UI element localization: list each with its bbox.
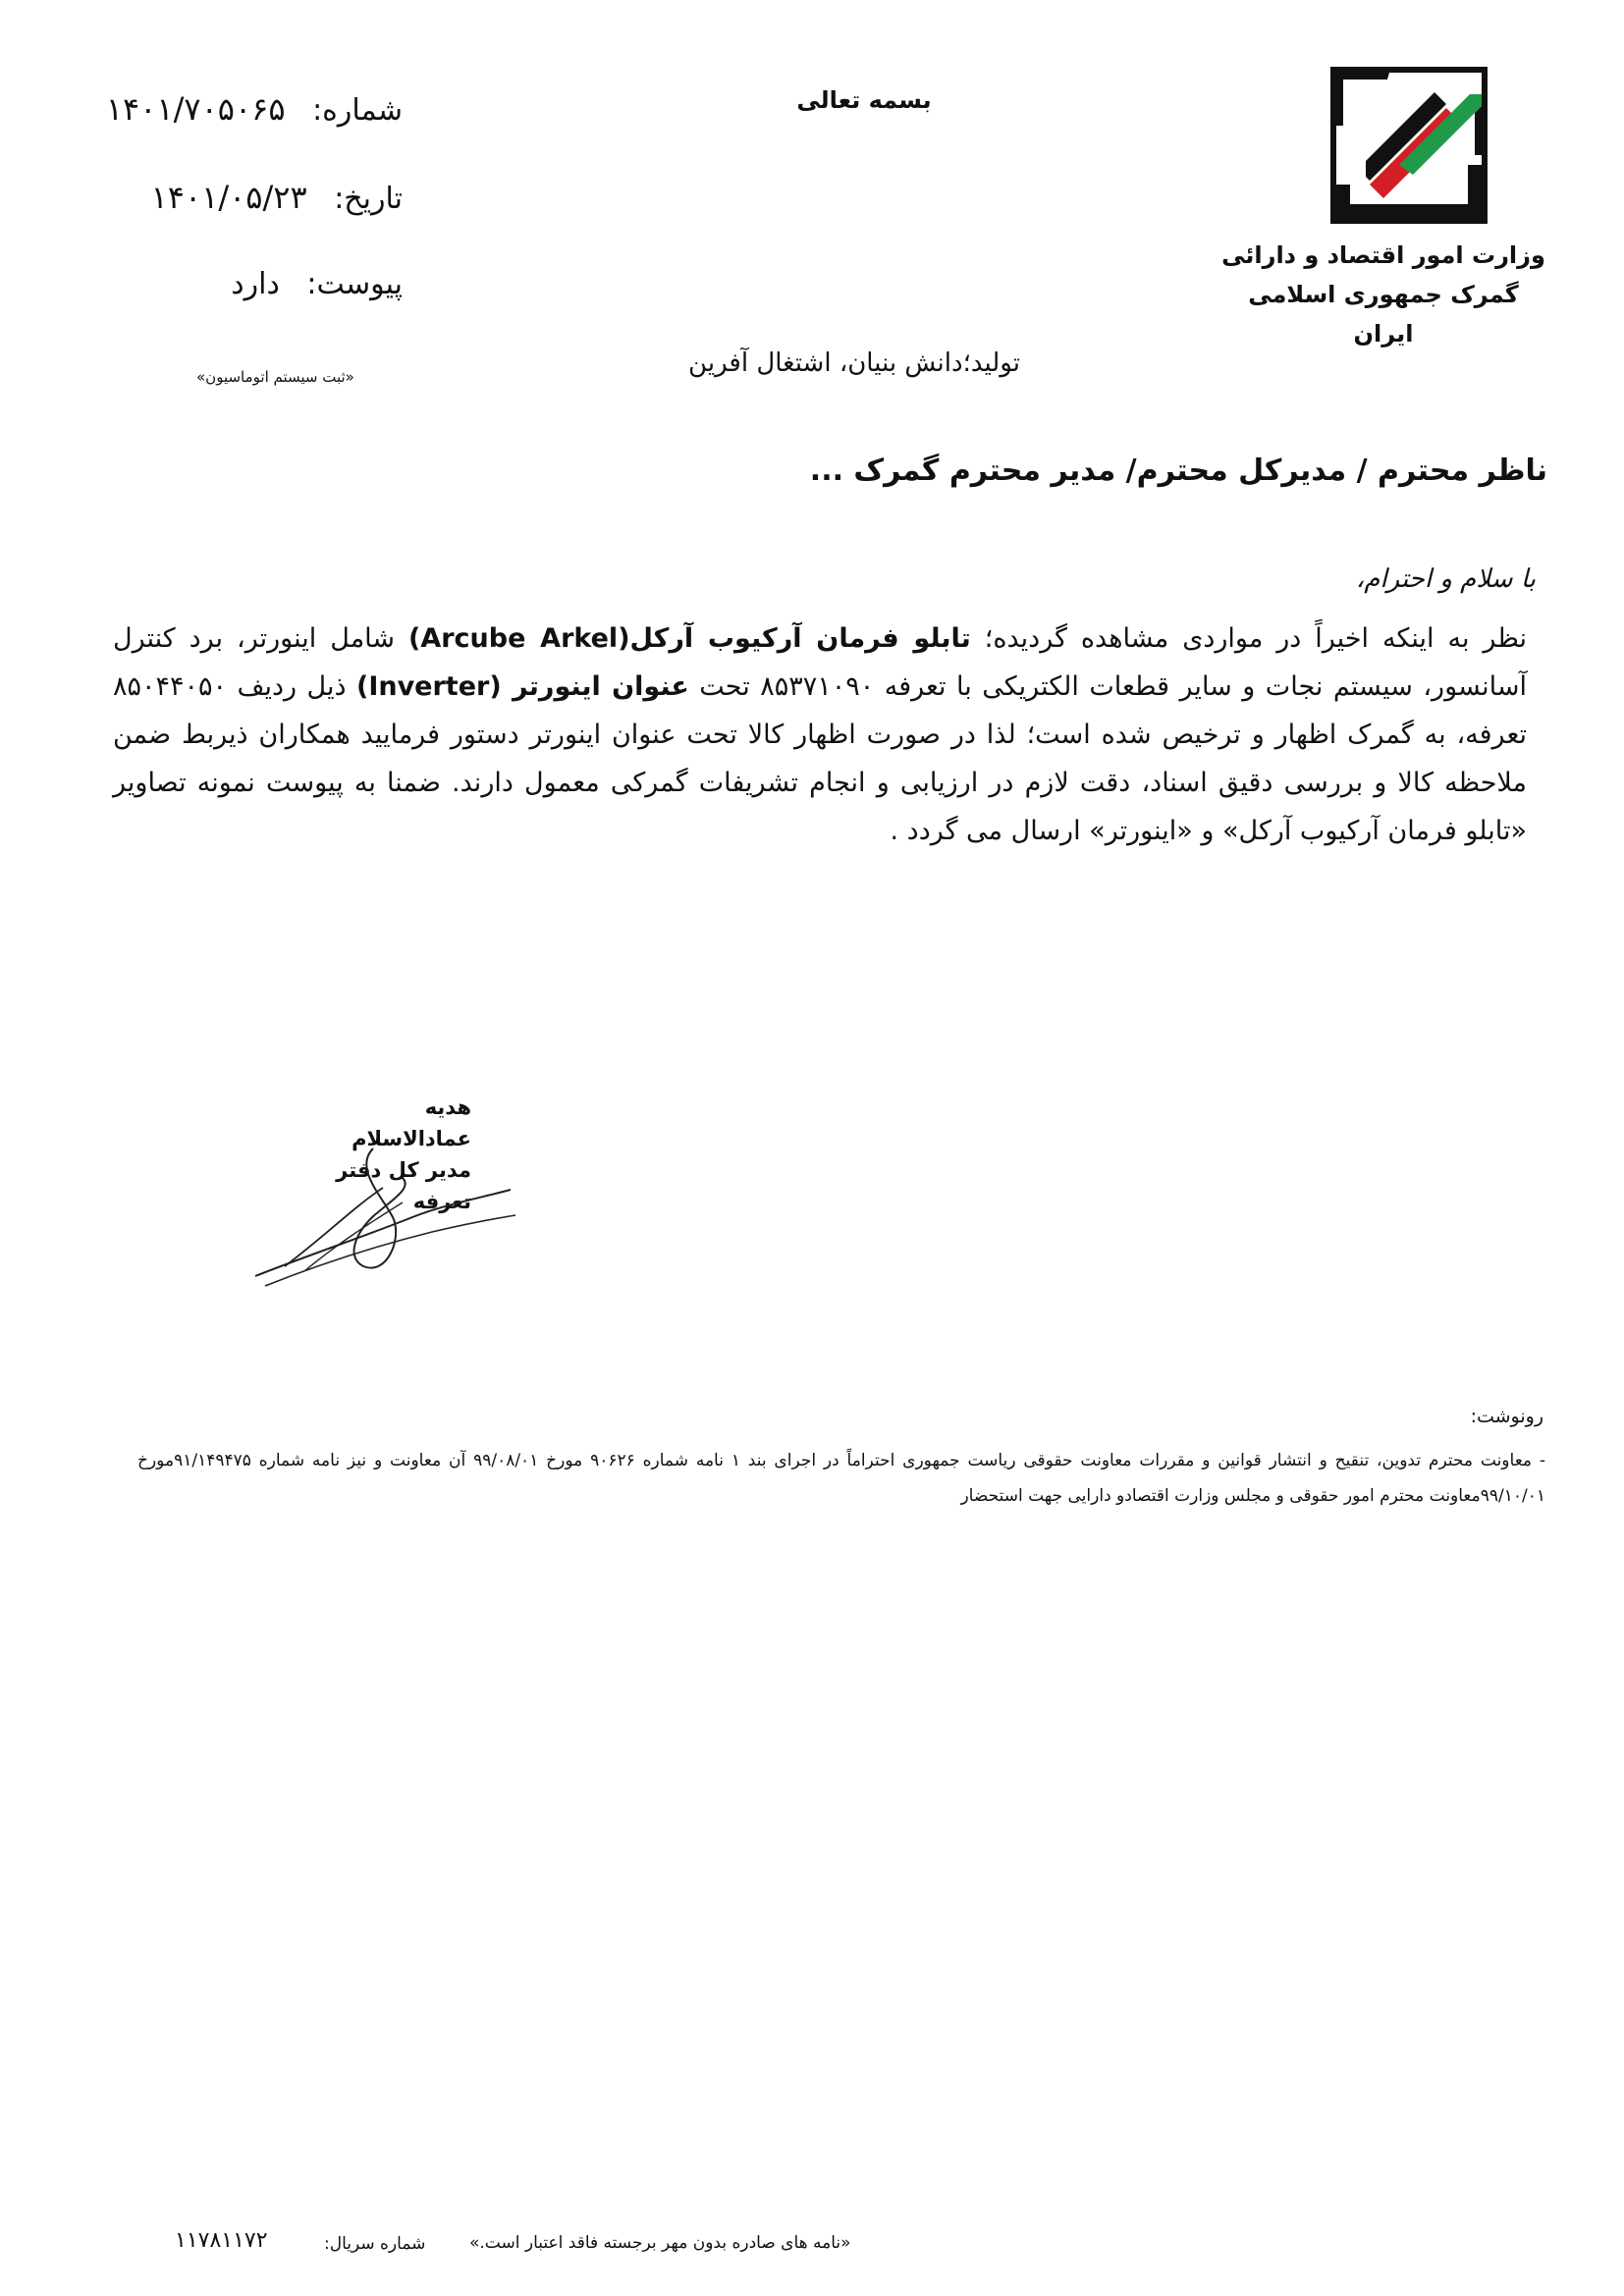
recipient-line: ناظر محترم / مدیرکل محترم/ مدیر محترم گمرک ... <box>809 454 1547 488</box>
cc-line: - معاونت محترم تدوین، تنقیح و انتشار قوانین و مقررات معاونت حقوقی ریاست جمهوری احتراماً در اجرای بند ۱ نامه شماره ۹۰۶۲۶ مورخ ۹۹/۰۸/۰۱ آن معاونت و نیز نامه شماره ۹۱/۱۴۹۴۷۵مورخ ۹۹/۱۰/۰۱معاونت محترم امور حقوقی و مجلس وزارت اقتصادو دارایی جهت استحضار <box>137 1451 1545 1506</box>
serial-value: ۱۱۷۸۱۱۷۲ <box>175 2228 268 2253</box>
automation-note: «ثبت سیستم اتوماسیون» <box>196 368 354 386</box>
letter-attachment-row <box>79 267 403 301</box>
attachment-label: پیوست: <box>306 267 403 301</box>
greeting: با سلام و احترام، <box>1355 564 1536 594</box>
letter-number-label: شماره: <box>312 93 403 128</box>
letter-number-row <box>79 90 403 128</box>
customs-logo-icon <box>1330 67 1488 224</box>
ministry-title <box>1221 236 1545 353</box>
footer-validity-note: «نامه های صادره بدون مهر برجسته فاقد اعتبار است.» <box>469 2233 851 2253</box>
letter-number-value: ۱۴۰۱/۷۰۵۰۶۵ <box>105 90 286 128</box>
signer-title: مدیر کل دفتر تعرفه <box>336 1158 471 1213</box>
letter-date-label: تاریخ: <box>334 182 403 216</box>
customs-name: گمرک جمهوری اسلامی ایران <box>1248 281 1519 347</box>
body-bold-product-latin: (Arcube Arkel) <box>407 623 630 654</box>
signer-name: هدیه عمادالاسلام <box>352 1095 471 1150</box>
year-slogan: تولید؛دانش بنیان، اشتغال آفرین <box>688 348 1020 378</box>
ministry-name: وزارت امور اقتصاد و دارائی <box>1221 241 1545 269</box>
body-part-1: نظر به اینکه اخیراً در مواردی مشاهده گردیده؛ <box>970 623 1527 654</box>
letter-date-row <box>79 179 403 216</box>
signature-icon <box>245 1129 520 1296</box>
cc-title: رونوشت: <box>1470 1406 1543 1427</box>
body-part-2: شامل اینورتر، برد کنترل آسانسور، سیستم نجات و سایر قطعات الکتریکی با تعرفه ۸۵۳۷۱۰۹۰ تحت <box>113 623 1527 702</box>
basmala: بسمه تعالی <box>796 86 932 114</box>
letter-date-value: ۱۴۰۱/۰۵/۲۳ <box>150 179 307 216</box>
body-bold-inverter-latin: (Inverter) <box>355 671 513 702</box>
body-bold-product: تابلو فرمان آرکیوب آرکل <box>629 623 971 654</box>
attachment-value: دارد <box>231 267 280 301</box>
serial-label: شماره سریال: <box>324 2234 426 2254</box>
body-bold-inverter: عنوان اینورتر <box>512 671 689 702</box>
letter-body <box>113 614 1527 855</box>
body-part-3: ذیل ردیف ۸۵۰۴۴۰۵۰ تعرفه، به گمرک اظهار و ترخیص شده است؛ لذا در صورت اظهار کالا تحت عنوان اینورتر دستور فرمایید همکاران ذیربط ضمن ملاحظه کالا و بررسی دقیق اسناد، دقت لازم در ارزیابی و انجام تشریفات گمرکی معمول دارند. ضمنا به پیوست نمونه تصاویر «تابلو فرمان آرکیوب آرکل» و «اینورتر» ارسال می گردد . <box>113 671 1527 846</box>
